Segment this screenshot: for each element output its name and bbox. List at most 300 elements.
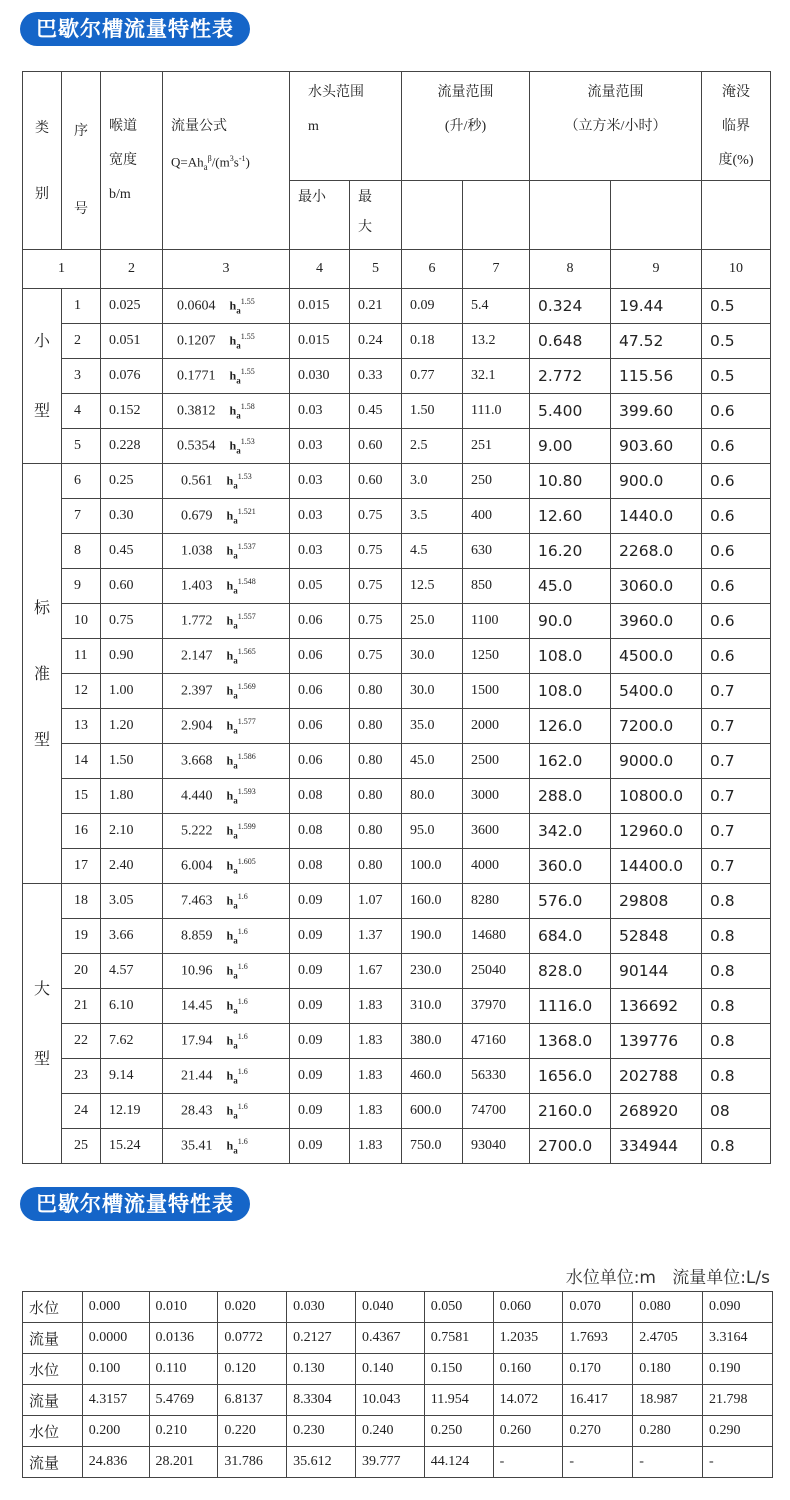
head-min-cell: 0.03	[290, 429, 350, 464]
flow-min-ls-cell: 4.5	[402, 534, 463, 569]
formula-exponent: 1.6	[237, 1031, 248, 1041]
value-cell: 31.786	[218, 1447, 287, 1478]
row-label: 水位	[23, 1354, 83, 1385]
head-min-cell: 0.09	[290, 919, 350, 954]
formula-h-sub: a	[233, 760, 238, 771]
formula-coefficient: 0.679	[181, 508, 213, 524]
formula-cell	[163, 919, 290, 954]
flow-max-ls-cell: 850	[463, 569, 530, 604]
flow-min-m3h-cell: 12.60	[530, 499, 611, 534]
submergence-cell: 0.8	[702, 1129, 771, 1164]
flow-min-m3h-cell: 16.20	[530, 534, 611, 569]
seq-cell: 22	[62, 1024, 101, 1059]
head-min-cell: 0.015	[290, 324, 350, 359]
column-number: 9	[611, 250, 702, 289]
value-cell: 0.0136	[149, 1323, 218, 1354]
value-cell: 0.100	[82, 1354, 149, 1385]
head-max-cell: 0.80	[350, 779, 402, 814]
formula-cell	[163, 289, 290, 324]
submergence-cell: 0.6	[702, 394, 771, 429]
formula-h: h	[226, 893, 234, 908]
value-cell: 0.170	[563, 1354, 633, 1385]
value-cell: 1.2035	[493, 1323, 563, 1354]
head-min-cell: 0.015	[290, 289, 350, 324]
throat-width-cell: 12.19	[101, 1094, 163, 1129]
formula-cell	[163, 1059, 290, 1094]
formula-h: h	[226, 753, 234, 768]
category-label: 准	[33, 663, 50, 683]
value-cell: 0.7581	[424, 1323, 493, 1354]
flow-max-ls-cell: 1250	[463, 639, 530, 674]
flow-min-ls-cell: 0.18	[402, 324, 463, 359]
formula-h-sub: a	[236, 445, 241, 456]
formula-h-sub: a	[233, 620, 238, 631]
flow-max-ls-cell: 3600	[463, 814, 530, 849]
flow-max-m3h-cell: 2268.0	[611, 534, 702, 569]
column-number-row	[23, 250, 771, 289]
formula-coefficient: 0.561	[181, 473, 213, 489]
row-label: 流量	[23, 1385, 83, 1416]
head-min-cell: 0.08	[290, 779, 350, 814]
throat-width-cell: 6.10	[101, 989, 163, 1024]
category-label: 大	[33, 978, 50, 998]
value-cell: 0.0000	[82, 1323, 149, 1354]
table-row	[23, 954, 771, 989]
formula-h-sub: a	[233, 725, 238, 736]
formula-cell	[163, 849, 290, 884]
header-text: (升/秒)	[444, 119, 487, 134]
column-number: 2	[101, 250, 163, 289]
head-min-cell: 0.08	[290, 849, 350, 884]
table-row	[23, 884, 771, 919]
formula-coefficient: 2.397	[181, 683, 213, 699]
formula-exponent: 1.569	[237, 681, 256, 691]
submergence-cell: 0.6	[702, 604, 771, 639]
submergence-cell: 0.8	[702, 919, 771, 954]
head-min-cell: 0.09	[290, 954, 350, 989]
formula-h: h	[226, 508, 234, 523]
table-row	[23, 639, 771, 674]
flow-min-m3h-cell: 0.324	[530, 289, 611, 324]
formula-h-sub: a	[233, 1040, 238, 1051]
header-flow-range-ls	[402, 72, 530, 181]
value-cell: 0.060	[493, 1292, 563, 1323]
flow-max-m3h-cell: 334944	[611, 1129, 702, 1164]
head-max-cell: 0.24	[350, 324, 402, 359]
flow-min-m3h-cell: 2700.0	[530, 1129, 611, 1164]
flow-min-ls-cell: 0.77	[402, 359, 463, 394]
value-cell: -	[563, 1447, 633, 1478]
value-cell: -	[633, 1447, 703, 1478]
formula-coefficient: 0.1771	[177, 368, 216, 384]
formula-coefficient: 14.45	[181, 998, 213, 1014]
seq-cell: 11	[62, 639, 101, 674]
head-min-cell: 0.03	[290, 394, 350, 429]
flow-min-ls-cell: 30.0	[402, 639, 463, 674]
table-row	[23, 989, 771, 1024]
seq-cell: 25	[62, 1129, 101, 1164]
formula-h-sub: a	[233, 970, 238, 981]
value-cell: 0.240	[355, 1416, 424, 1447]
table-row	[23, 779, 771, 814]
formula-h: h	[226, 788, 234, 803]
submergence-cell: 0.6	[702, 569, 771, 604]
formula-h-sub: a	[233, 585, 238, 596]
table-row	[23, 394, 771, 429]
formula-h: h	[226, 1138, 234, 1153]
flow-min-m3h-cell: 108.0	[530, 674, 611, 709]
formula-cell	[163, 569, 290, 604]
row-label: 水位	[23, 1416, 83, 1447]
flow-max-m3h-cell: 1440.0	[611, 499, 702, 534]
row-label: 流量	[23, 1323, 83, 1354]
value-cell: 0.130	[287, 1354, 356, 1385]
flow-min-m3h-cell: 10.80	[530, 464, 611, 499]
submergence-cell: 0.7	[702, 814, 771, 849]
header-text: 号	[74, 201, 88, 217]
formula-exponent: 1.537	[237, 541, 256, 551]
header-text: m	[308, 119, 319, 134]
value-cell: 10.043	[355, 1385, 424, 1416]
formula-coefficient: 28.43	[181, 1103, 213, 1119]
table-row	[23, 1024, 771, 1059]
formula-coefficient: 3.668	[181, 753, 213, 769]
submergence-cell: 0.6	[702, 464, 771, 499]
submergence-cell: 0.8	[702, 884, 771, 919]
flow-max-ls-cell: 47160	[463, 1024, 530, 1059]
head-min-cell: 0.03	[290, 534, 350, 569]
flow-min-m3h-cell: 1656.0	[530, 1059, 611, 1094]
flow-min-m3h-cell: 90.0	[530, 604, 611, 639]
flow-min-ls-cell: 380.0	[402, 1024, 463, 1059]
seq-cell: 10	[62, 604, 101, 639]
seq-cell: 23	[62, 1059, 101, 1094]
formula-exponent: 1.53	[237, 471, 252, 481]
formula-h: h	[226, 1033, 234, 1048]
category-label: 小	[33, 331, 50, 350]
flow-max-ls-cell: 400	[463, 499, 530, 534]
header-text: 流量范围	[437, 85, 494, 100]
category-cell	[23, 884, 62, 1164]
seq-cell: 9	[62, 569, 101, 604]
table-row	[23, 674, 771, 709]
flow-max-ls-cell: 8280	[463, 884, 530, 919]
submergence-cell: 0.7	[702, 709, 771, 744]
formula-h: h	[226, 1103, 234, 1118]
submergence-cell: 0.5	[702, 289, 771, 324]
submergence-cell: 0.6	[702, 499, 771, 534]
column-number: 7	[463, 250, 530, 289]
value-cell: 0.110	[149, 1354, 218, 1385]
section-title-badge-2	[20, 1187, 250, 1221]
formula-h: h	[226, 613, 234, 628]
units-label: 水位单位:m 流量单位:L/s	[565, 1268, 770, 1288]
seq-cell: 8	[62, 534, 101, 569]
formula-cell	[163, 534, 290, 569]
value-cell: 44.124	[424, 1447, 493, 1478]
category-cell	[23, 289, 62, 464]
seq-cell: 6	[62, 464, 101, 499]
category-label: 标	[33, 597, 50, 617]
formula-cell	[163, 499, 290, 534]
formula-cell	[163, 989, 290, 1024]
value-cell: 4.3157	[82, 1385, 149, 1416]
flow-max-m3h-cell: 136692	[611, 989, 702, 1024]
throat-width-cell: 0.60	[101, 569, 163, 604]
formula-cell	[163, 674, 290, 709]
header-empty-cell	[611, 181, 702, 250]
table-row	[23, 1094, 771, 1129]
flow-max-m3h-cell: 47.52	[611, 324, 702, 359]
formula-sub: a	[203, 161, 208, 172]
value-cell: -	[493, 1447, 563, 1478]
formula-h: h	[229, 298, 237, 313]
flow-min-ls-cell: 1.50	[402, 394, 463, 429]
formula-coefficient: 10.96	[181, 963, 213, 979]
column-number: 3	[163, 250, 290, 289]
formula-text: /(m	[211, 154, 230, 170]
formula-cell	[163, 884, 290, 919]
formula-coefficient: 4.440	[181, 788, 213, 804]
formula-h: h	[226, 648, 234, 663]
flow-max-ls-cell: 251	[463, 429, 530, 464]
throat-width-cell: 0.228	[101, 429, 163, 464]
formula-coefficient: 5.222	[181, 823, 213, 839]
flow-min-ls-cell: 3.0	[402, 464, 463, 499]
formula-cell	[163, 779, 290, 814]
flow-min-ls-cell: 2.5	[402, 429, 463, 464]
value-cell: 16.417	[563, 1385, 633, 1416]
formula-cell	[163, 744, 290, 779]
formula-coefficient: 1.772	[181, 613, 213, 629]
value-cell: 0.230	[287, 1416, 356, 1447]
flow-max-m3h-cell: 903.60	[611, 429, 702, 464]
formula-h-sub: a	[233, 1005, 238, 1016]
seq-cell: 21	[62, 989, 101, 1024]
head-max-cell: 0.75	[350, 604, 402, 639]
table-row	[23, 324, 771, 359]
formula-exponent: 1.55	[240, 296, 255, 306]
submergence-cell: 0.8	[702, 954, 771, 989]
formula-h-sub: a	[233, 830, 238, 841]
flow-min-m3h-cell: 9.00	[530, 429, 611, 464]
flow-max-m3h-cell: 9000.0	[611, 744, 702, 779]
header-empty-cell	[530, 181, 611, 250]
seq-cell: 13	[62, 709, 101, 744]
submergence-cell: 0.6	[702, 639, 771, 674]
header-category	[23, 72, 62, 250]
throat-width-cell: 0.30	[101, 499, 163, 534]
formula-h: h	[229, 333, 237, 348]
seq-cell: 20	[62, 954, 101, 989]
throat-width-cell: 0.90	[101, 639, 163, 674]
submergence-cell: 0.6	[702, 534, 771, 569]
header-text: 淹没	[722, 85, 751, 100]
parshall-flume-characteristics-table	[22, 71, 771, 1164]
formula-h: h	[226, 683, 234, 698]
table-row	[23, 919, 771, 954]
value-cell: 24.836	[82, 1447, 149, 1478]
head-min-cell: 0.06	[290, 709, 350, 744]
flow-max-m3h-cell: 29808	[611, 884, 702, 919]
formula-cell	[163, 324, 290, 359]
throat-width-cell: 1.80	[101, 779, 163, 814]
flow-min-ls-cell: 80.0	[402, 779, 463, 814]
value-cell: 3.3164	[703, 1323, 773, 1354]
head-max-cell: 1.37	[350, 919, 402, 954]
formula-h-sub: a	[236, 305, 241, 316]
formula-h-sub: a	[233, 480, 238, 491]
value-cell: 0.210	[149, 1416, 218, 1447]
flow-min-ls-cell: 750.0	[402, 1129, 463, 1164]
head-min-cell: 0.09	[290, 1129, 350, 1164]
column-number: 10	[702, 250, 771, 289]
flow-max-m3h-cell: 90144	[611, 954, 702, 989]
formula-exponent: 1.548	[237, 576, 256, 586]
flow-max-m3h-cell: 4500.0	[611, 639, 702, 674]
flow-max-m3h-cell: 139776	[611, 1024, 702, 1059]
formula-exponent: 1.55	[240, 366, 255, 376]
flow-max-ls-cell: 3000	[463, 779, 530, 814]
table-row	[23, 1354, 773, 1385]
value-cell: 1.7693	[563, 1323, 633, 1354]
formula-coefficient: 0.0604	[177, 298, 216, 314]
formula-h: h	[226, 823, 234, 838]
flow-max-ls-cell: 37970	[463, 989, 530, 1024]
flow-min-ls-cell: 3.5	[402, 499, 463, 534]
throat-width-cell: 0.152	[101, 394, 163, 429]
flow-min-ls-cell: 100.0	[402, 849, 463, 884]
section-title-2: 巴歇尔槽流量特性表	[36, 1192, 234, 1216]
head-max-cell: 1.83	[350, 1059, 402, 1094]
value-cell: 0.220	[218, 1416, 287, 1447]
value-cell: 18.987	[633, 1385, 703, 1416]
head-min-cell: 0.06	[290, 639, 350, 674]
column-number: 4	[290, 250, 350, 289]
formula-h: h	[226, 543, 234, 558]
section-title: 巴歇尔槽流量特性表	[36, 17, 234, 41]
formula-exponent: 1.58	[240, 401, 255, 411]
flow-max-m3h-cell: 10800.0	[611, 779, 702, 814]
formula-exponent: 1.6	[237, 891, 248, 901]
flow-max-ls-cell: 250	[463, 464, 530, 499]
flow-min-m3h-cell: 576.0	[530, 884, 611, 919]
submergence-cell: 0.5	[702, 324, 771, 359]
head-max-cell: 0.21	[350, 289, 402, 324]
head-min-cell: 0.09	[290, 1094, 350, 1129]
submergence-cell: 08	[702, 1094, 771, 1129]
formula-h-sub: a	[233, 550, 238, 561]
seq-cell: 12	[62, 674, 101, 709]
flow-min-m3h-cell: 360.0	[530, 849, 611, 884]
flow-max-m3h-cell: 900.0	[611, 464, 702, 499]
formula-exponent: 1.6	[237, 1101, 248, 1111]
flow-max-m3h-cell: 52848	[611, 919, 702, 954]
seq-cell: 24	[62, 1094, 101, 1129]
formula-exponent: 1.605	[237, 856, 256, 866]
value-cell: 2.4705	[633, 1323, 703, 1354]
table-row	[23, 849, 771, 884]
flow-min-ls-cell: 600.0	[402, 1094, 463, 1129]
value-cell: 0.260	[493, 1416, 563, 1447]
header-text: 大	[358, 220, 372, 235]
section-title-badge	[20, 12, 250, 46]
flow-max-ls-cell: 111.0	[463, 394, 530, 429]
value-cell: -	[703, 1447, 773, 1478]
formula-cell	[163, 464, 290, 499]
formula-h: h	[226, 718, 234, 733]
head-max-cell: 1.83	[350, 989, 402, 1024]
flow-max-m3h-cell: 399.60	[611, 394, 702, 429]
value-cell: 39.777	[355, 1447, 424, 1478]
formula-coefficient: 8.859	[181, 928, 213, 944]
header-text: 喉道	[109, 119, 137, 134]
head-min-cell: 0.08	[290, 814, 350, 849]
header-head-range	[290, 72, 402, 181]
throat-width-cell: 4.57	[101, 954, 163, 989]
head-max-cell: 0.75	[350, 499, 402, 534]
seq-cell: 1	[62, 289, 101, 324]
flow-min-ls-cell: 45.0	[402, 744, 463, 779]
formula-text: Q=Ah	[171, 154, 204, 170]
value-cell: 5.4769	[149, 1385, 218, 1416]
table-row	[23, 1323, 773, 1354]
formula-coefficient: 2.147	[181, 648, 213, 664]
seq-cell: 16	[62, 814, 101, 849]
head-max-cell: 1.07	[350, 884, 402, 919]
value-cell: 0.2127	[287, 1323, 356, 1354]
formula-exponent: 1.6	[237, 1066, 248, 1076]
formula-h-sub: a	[233, 900, 238, 911]
value-cell: 0.180	[633, 1354, 703, 1385]
table-row	[23, 1416, 773, 1447]
header-text: 别	[35, 186, 49, 202]
formula-cell	[163, 814, 290, 849]
flow-max-m3h-cell: 3060.0	[611, 569, 702, 604]
submergence-cell: 0.6	[702, 429, 771, 464]
flow-min-ls-cell: 160.0	[402, 884, 463, 919]
header-text: 流量范围	[587, 85, 644, 100]
submergence-cell: 0.7	[702, 674, 771, 709]
column-number: 8	[530, 250, 611, 289]
throat-width-cell: 0.076	[101, 359, 163, 394]
seq-cell: 3	[62, 359, 101, 394]
formula-exponent: 1.6	[237, 1136, 248, 1146]
flow-max-m3h-cell: 12960.0	[611, 814, 702, 849]
header-text: 最	[358, 190, 372, 205]
flow-min-ls-cell: 30.0	[402, 674, 463, 709]
category-label: 型	[33, 1048, 50, 1068]
flow-min-m3h-cell: 288.0	[530, 779, 611, 814]
header-text: 最小	[298, 190, 326, 205]
table-row	[23, 814, 771, 849]
head-max-cell: 0.60	[350, 429, 402, 464]
flow-min-m3h-cell: 45.0	[530, 569, 611, 604]
flow-min-m3h-cell: 1368.0	[530, 1024, 611, 1059]
flow-max-m3h-cell: 115.56	[611, 359, 702, 394]
flow-min-m3h-cell: 684.0	[530, 919, 611, 954]
formula-h-sub: a	[233, 1075, 238, 1086]
flow-min-ls-cell: 310.0	[402, 989, 463, 1024]
formula-text: )	[245, 154, 250, 170]
submergence-cell: 0.7	[702, 849, 771, 884]
seq-cell: 4	[62, 394, 101, 429]
formula-h: h	[226, 998, 234, 1013]
table-row	[23, 534, 771, 569]
flow-max-ls-cell: 4000	[463, 849, 530, 884]
value-cell: 0.120	[218, 1354, 287, 1385]
head-min-cell: 0.05	[290, 569, 350, 604]
